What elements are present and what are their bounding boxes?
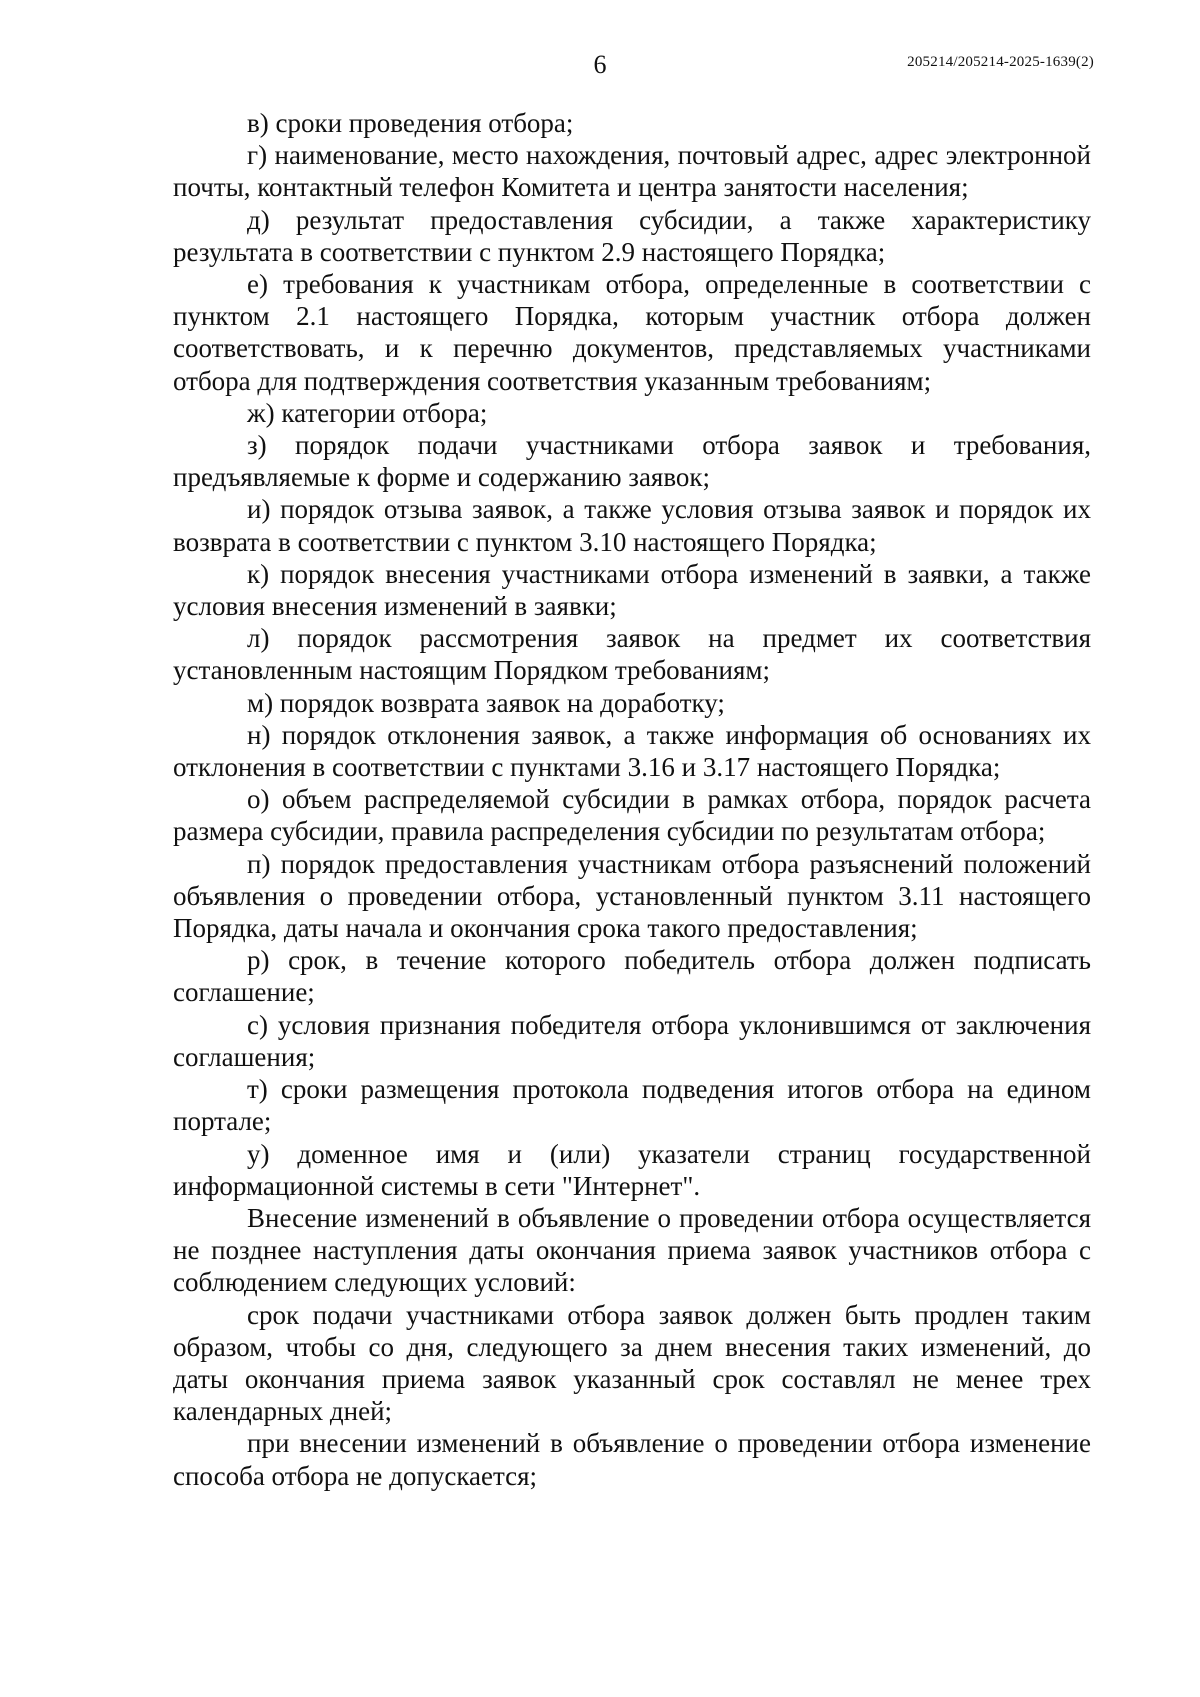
paragraph-n: н) порядок отклонения заявок, а также информация об основаниях их отклонения в соответствии с пунктами 3.16 и 3.17 настоящего Порядка; [173, 719, 1091, 783]
paragraph-g: г) наименование, место нахождения, почтовый адрес, адрес электронной почты, контактный телефон Комитета и центра занятости населения; [173, 140, 1091, 203]
paragraph-changes-intro: Внесение изменений в объявление о проведении отбора осуществляется не позднее наступления даты окончания приема заявок участников отбора с соблюдением следующих условий: [173, 1202, 1091, 1298]
document-body [173, 107, 1091, 1492]
paragraph-s: с) условия признания победителя отбора уклонившимся от заключения соглашения; [173, 1009, 1091, 1072]
paragraph-l: л) порядок рассмотрения заявок на предмет их соответствия установленным настоящим Порядком требованиям; [173, 623, 1091, 686]
paragraph-d: д) результат предоставления субсидии, а также характеристику результата в соответствии с пунктом 2.9 настоящего Порядка; [173, 204, 1091, 267]
paragraph-o: о) объем распределяемой субсидии в рамках отбора, порядок расчета размера субсидии, правила распределения субсидии по результатам отбора; [173, 784, 1091, 847]
paragraph-k: к) порядок внесения участниками отбора изменений в заявки, а также условия внесения изменений в заявки; [173, 558, 1091, 622]
paragraph-z: з) порядок подачи участниками отбора заявок и требования, предъявляемые к форме и содержанию заявок; [173, 430, 1091, 493]
paragraph-p: п) порядок предоставления участникам отбора разъяснений положений объявления о проведении отбора, установленный пунктом 3.11 настоящего Порядка, даты начала и окончания срока такого предоставления; [173, 848, 1091, 944]
page-number: 6 [593, 50, 607, 79]
document-id: 205214/205214-2025-1639(2) [907, 54, 1094, 70]
paragraph-i: и) порядок отзыва заявок, а также условия отзыва заявок и порядок их возврата в соответствии с пунктом 3.10 настоящего Порядка; [173, 494, 1091, 557]
paragraph-e: е) требования к участникам отбора, определенные в соответствии с пунктом 2.1 настоящего Порядка, которым участник отбора должен соответствовать, и к перечню документов, представляемых участниками отбора для подтверждения соответствия указанным требованиям; [173, 269, 1091, 396]
paragraph-v: в) сроки проведения отбора; [247, 108, 574, 138]
paragraph-zh: ж) категории отбора; [247, 397, 488, 428]
paragraph-m: м) порядок возврата заявок на доработку; [247, 687, 725, 718]
paragraph-u: у) доменное имя и (или) указатели страниц государственной информационной системы в сети "Интернет". [173, 1138, 1091, 1201]
paragraph-r: р) срок, в течение которого победитель отбора должен подписать соглашение; [173, 945, 1091, 1008]
paragraph-changes-method: при внесении изменений в объявление о проведении отбора изменение способа отбора не допускается; [173, 1428, 1091, 1491]
paragraph-changes-deadline: срок подачи участниками отбора заявок должен быть продлен таким образом, чтобы со дня, следующего за днем внесения таких изменений, до даты окончания приема заявок указанный срок составлял не менее трех календарных дней; [173, 1299, 1091, 1427]
paragraph-t: т) сроки размещения протокола подведения итогов отбора на едином портале; [173, 1074, 1091, 1137]
